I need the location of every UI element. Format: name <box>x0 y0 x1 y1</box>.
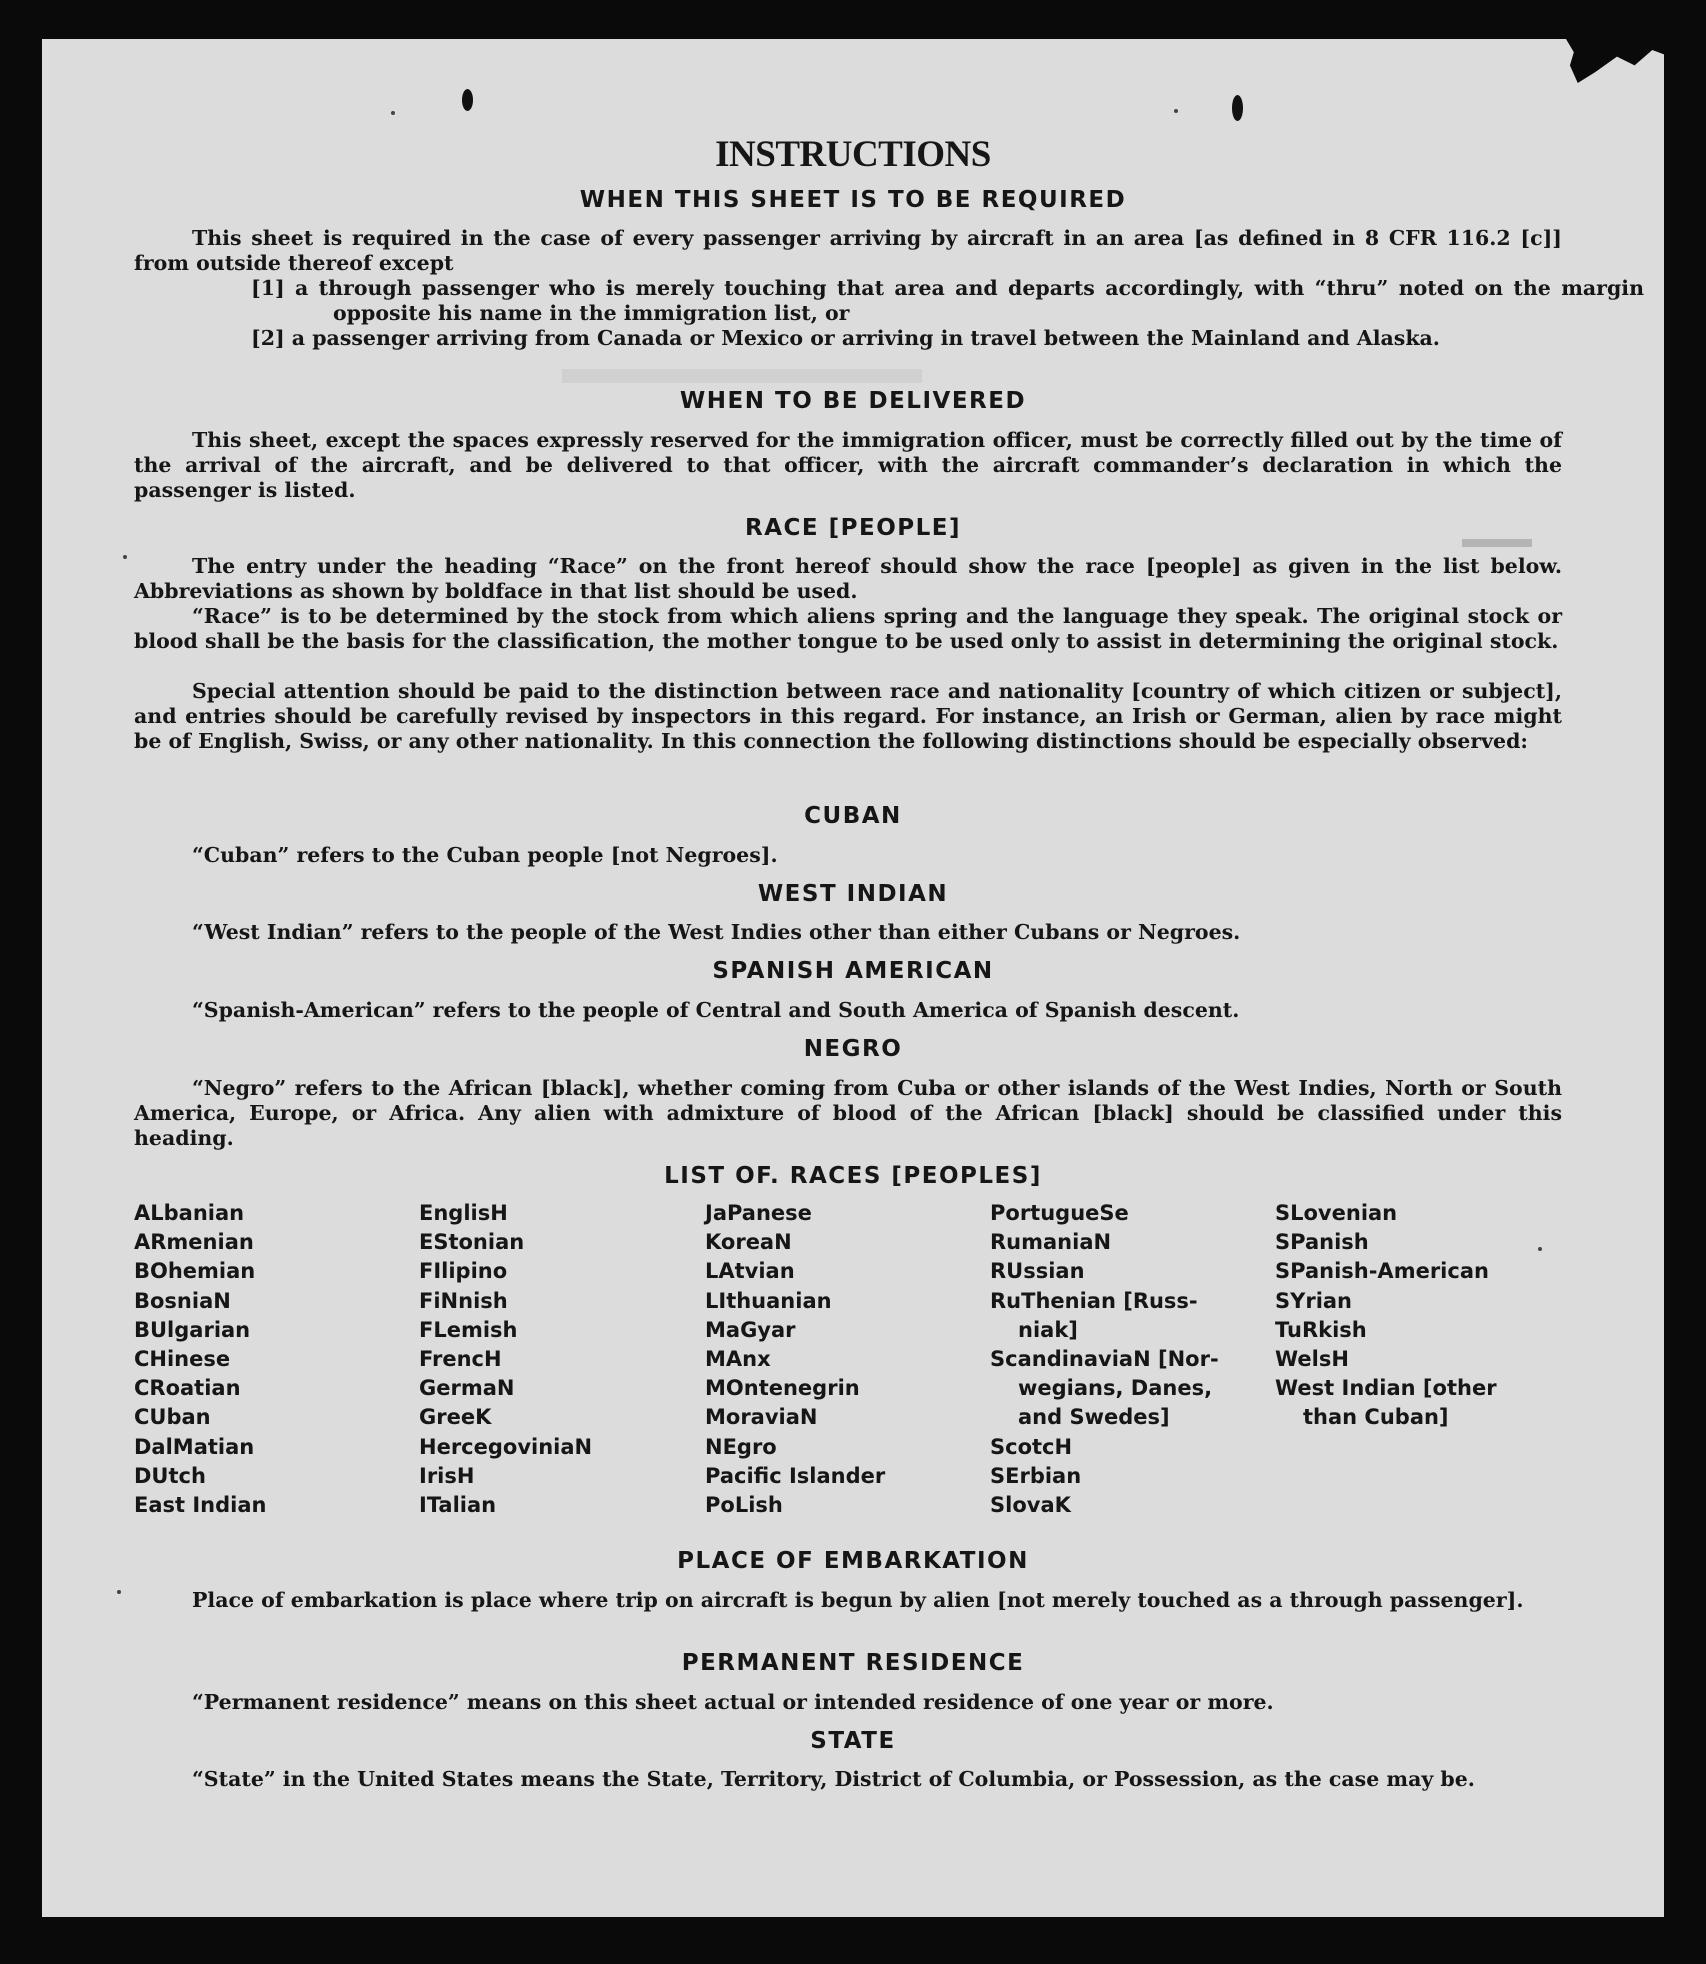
race-item: WelsH <box>1275 1347 1349 1372</box>
heading-state: STATE <box>810 1728 896 1754</box>
race-item: SLovenian <box>1275 1201 1398 1225</box>
race-item: HercegoviniaN <box>419 1434 593 1459</box>
race-item: RumaniaN <box>990 1230 1112 1255</box>
heading-permanent-residence: PERMANENT RESIDENCE <box>681 1650 1025 1676</box>
race-item: NEgro <box>705 1434 777 1459</box>
heading-spanish-american: SPANISH AMERICAN <box>712 958 994 984</box>
race-item: PortugueSe <box>990 1201 1129 1225</box>
race-item: ITalian <box>419 1493 497 1518</box>
race-item: BUlgarian <box>134 1317 251 1342</box>
races-column-5 <box>1275 1199 1497 1433</box>
race-item-continuation: niak] <box>1018 1317 1078 1342</box>
required-intro: This sheet is required in the case of every passenger arriving by aircraft in an area [as defined in 8 CFR 116.2 [c]] from outside thereof except <box>134 226 1562 275</box>
heading-when-delivered: WHEN TO BE DELIVERED <box>679 388 1027 414</box>
race-item: East Indian <box>134 1493 267 1518</box>
race-item: Pacific Islander <box>705 1463 886 1488</box>
required-item-1: [1] a through passenger who is merely touching that area and departs accordingly, with “thru” noted on the margin opposite his name in the immigration list, or <box>251 276 1644 325</box>
race-item: SPanish-American <box>1275 1259 1489 1284</box>
torn-corner <box>1566 39 1664 83</box>
race-item: West Indian [other <box>1275 1376 1497 1401</box>
race-item: DalMatian <box>134 1434 255 1459</box>
document-page <box>42 39 1664 1917</box>
delivered-text: This sheet, except the spaces expressly reserved for the immigration officer, must be correctly filled out by the time of the arrival of the aircraft, and be delivered to that officer, with the aircraft commander’s declaration in which the passenger is listed. <box>134 428 1562 502</box>
residence-text: “Permanent residence” means on this sheet actual or intended residence of one year or more. <box>192 1690 1274 1714</box>
negro-text: “Negro” refers to the African [black], whether coming from Cuba or other islands of the West Indies, North or South America, Europe, or Africa. Any alien with admixture of blood of the African [black] should be classified under this heading. <box>134 1076 1562 1150</box>
speck <box>123 555 127 559</box>
race-item: FrencH <box>419 1347 502 1372</box>
race-paragraph-3: Special attention should be paid to the distinction between race and nationality [country of which citizen or subject], and entries should be carefully revised by inspectors in this regard. For instance, an Irish or German, alien by race might be of English, Swiss, or any other nationality. In this connection the following distinctions should be especially observed: <box>134 679 1562 753</box>
race-item: KoreaN <box>705 1230 792 1255</box>
race-item: SlovaK <box>990 1493 1071 1518</box>
heading-cuban: CUBAN <box>804 803 902 829</box>
race-item: LAtvian <box>705 1259 795 1284</box>
race-item: EnglisH <box>419 1201 508 1225</box>
speck <box>117 1590 121 1594</box>
speck <box>1538 1247 1542 1251</box>
race-item: SPanish <box>1275 1230 1369 1255</box>
race-item: IrisH <box>419 1463 475 1488</box>
race-item-continuation: wegians, Danes, <box>1018 1376 1213 1401</box>
race-item: MOntenegrin <box>705 1376 860 1401</box>
race-item-continuation: and Swedes] <box>1018 1405 1170 1430</box>
punch-hole-right <box>1232 95 1243 121</box>
race-item: GreeK <box>419 1405 492 1430</box>
embarkation-text: Place of embarkation is place where trip on aircraft is begun by alien [not merely touched as a through passenger]. <box>192 1588 1524 1612</box>
heading-list-of-races: LIST OF. RACES [PEOPLES] <box>664 1163 1042 1189</box>
race-item-continuation: than Cuban] <box>1303 1405 1449 1430</box>
race-item: CUban <box>134 1405 211 1430</box>
page-title: INSTRUCTIONS <box>715 134 991 175</box>
heading-west-indian: WEST INDIAN <box>757 881 949 907</box>
race-item: MaGyar <box>705 1317 796 1342</box>
race-item: FiNnish <box>419 1288 508 1313</box>
race-item: CHinese <box>134 1347 231 1372</box>
race-item: ScandinaviaN [Nor- <box>990 1347 1219 1372</box>
race-item: FIlipino <box>419 1259 508 1284</box>
heading-place-of-embarkation: PLACE OF EMBARKATION <box>677 1548 1029 1574</box>
spanish-american-text: “Spanish-American” refers to the people of Central and South America of Spanish descent. <box>192 998 1240 1022</box>
race-paragraph-2: “Race” is to be determined by the stock from which aliens spring and the language they speak. The original stock or blood shall be the basis for the classification, the mother tongue to be used only to assist in determining the original stock. <box>134 604 1562 653</box>
race-item: MAnx <box>705 1347 771 1372</box>
races-column-1 <box>134 1199 266 1520</box>
races-column-2 <box>419 1199 592 1520</box>
west-indian-text: “West Indian” refers to the people of the West Indies other than either Cubans or Negroes. <box>192 920 1241 944</box>
race-item: JaPanese <box>705 1201 812 1225</box>
punch-hole-left <box>462 89 473 111</box>
bleed-through <box>562 369 922 383</box>
cuban-text: “Cuban” refers to the Cuban people [not Negroes]. <box>192 843 778 867</box>
race-item: DUtch <box>134 1463 206 1488</box>
race-item: PoLish <box>705 1493 783 1518</box>
race-item: ALbanian <box>134 1201 245 1225</box>
heading-when-required: WHEN THIS SHEET IS TO BE REQUIRED <box>579 187 1127 213</box>
race-item: BOhemian <box>134 1259 256 1284</box>
speck <box>391 111 395 115</box>
races-column-4 <box>990 1199 1219 1520</box>
heading-race: RACE [PEOPLE] <box>745 515 961 541</box>
heading-negro: NEGRO <box>803 1036 903 1062</box>
race-item: BosniaN <box>134 1288 231 1313</box>
state-text: “State” in the United States means the State, Territory, District of Columbia, or Possession, as the case may be. <box>192 1767 1475 1791</box>
race-item: ScotcH <box>990 1434 1073 1459</box>
required-item-2: [2] a passenger arriving from Canada or Mexico or arriving in travel between the Mainland and Alaska. <box>251 326 1440 350</box>
speck <box>1174 109 1178 113</box>
race-item: EStonian <box>419 1230 525 1255</box>
race-item: LIthuanian <box>705 1288 832 1313</box>
race-item: GermaN <box>419 1376 515 1401</box>
race-paragraph-1: The entry under the heading “Race” on the front hereof should show the race [people] as given in the list below. Abbreviations as shown by boldface in that list should be used. <box>134 554 1562 603</box>
race-item: ARmenian <box>134 1230 254 1255</box>
race-item: FLemish <box>419 1317 518 1342</box>
race-item: MoraviaN <box>705 1405 818 1430</box>
race-item: CRoatian <box>134 1376 241 1401</box>
race-item: SErbian <box>990 1463 1082 1488</box>
race-item: RUssian <box>990 1259 1085 1284</box>
race-item: SYrian <box>1275 1288 1353 1313</box>
race-item: RuThenian [Russ- <box>990 1288 1198 1313</box>
races-column-3 <box>705 1199 885 1520</box>
race-item: TuRkish <box>1275 1317 1367 1342</box>
